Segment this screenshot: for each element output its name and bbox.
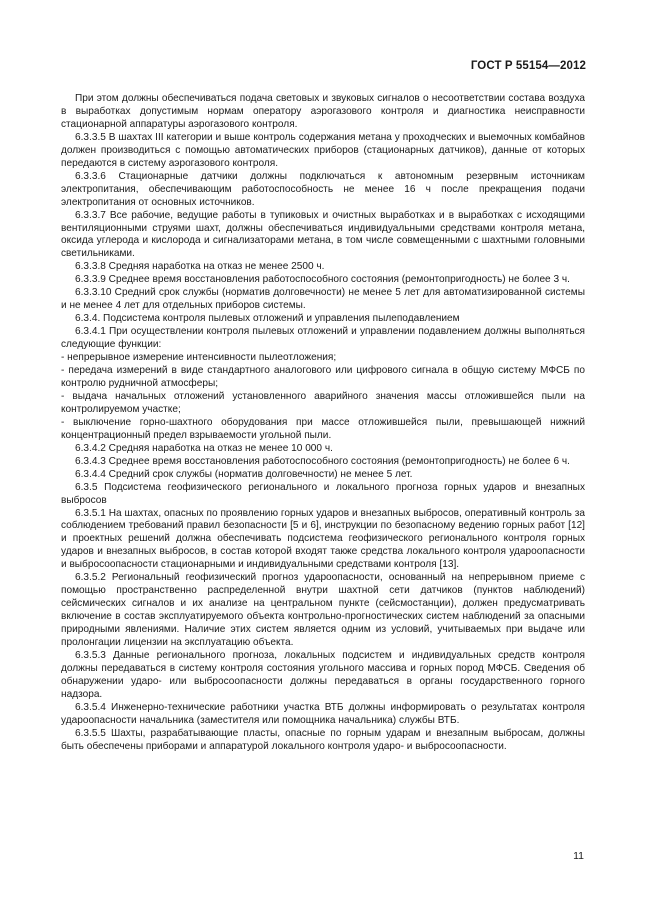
paragraph: 6.3.3.7 Все рабочие, ведущие работы в тупиковых и очистных выработках и в выработках с исходящими вентиляционными струями шахт, должны обеспечиваться индивидуальными средствами контроля метана, оксида углерода и кислорода и сигнализаторами метана, в том числе совмещенными с шахтными головными светильниками. bbox=[61, 209, 585, 260]
paragraph: 6.3.4.4 Средний срок службы (норматив долговечности) не менее 5 лет. bbox=[75, 468, 413, 480]
list-item: - непрерывное измерение интенсивности пылеотложения; bbox=[61, 352, 337, 364]
paragraph: 6.3.5.4 Инженерно-технические работники участка ВТБ должны информировать о результатах контроля удароопасности начальника (заместителя или помощника начальника) службы ВТБ. bbox=[61, 701, 585, 726]
paragraph: При этом должны обеспечиваться подача световых и звуковых сигналов о несоответствии состава воздуха в выработках допустимым нормам оператору аэрогазового контроля и диагностика неисправности стационарной аппаратуры аэрогазового контроля. bbox=[61, 93, 585, 130]
paragraph: 6.3.5.1 На шахтах, опасных по проявлению горных ударов и внезапных выбросов, оперативный контроль за соблюдением требований правил безопасности [5 и 6], инструкции по безопасному ведению горных работ [12] и проектных решений должна обеспечивать подсистема геофизического регионального контроля горных ударов и внезапных выбросов, в состав которой входят также средства локального контроля удароопасности и выбросоопасности стационарными и индивидуальными средствами контроля [13]. bbox=[61, 507, 585, 571]
section-heading: 6.3.5 Подсистема геофизического регионального и локального прогноза горных ударов и внезапных выбросов bbox=[61, 481, 585, 506]
paragraph: 6.3.3.9 Среднее время восстановления работоспособного состояния (ремонтопригодность) не более 3 ч. bbox=[75, 274, 570, 286]
list-item: - передача измерений в виде стандартного аналогового или цифрового сигнала в общую систему МФСБ по контролю рудничной атмосферы; bbox=[61, 365, 585, 389]
body-text bbox=[61, 93, 585, 754]
list-item: - выключение горно-шахтного оборудования при массе отложившейся пыли, превышающей нижний концентрационный предел взрываемости угольной пыли. bbox=[61, 416, 585, 441]
section-heading: 6.3.4. Подсистема контроля пылевых отложений и управления пылеподавлением bbox=[75, 313, 460, 325]
paragraph: 6.3.5.3 Данные регионального прогноза, локальных подсистем и индивидуальных средств контроля должны передаваться в систему контроля состояния угольного массива и горных пород МФСБ. Сведения об обнаружении ударо- или выбросоопасности должны передаваться в органы государственного горного надзора. bbox=[61, 649, 585, 700]
paragraph: 6.3.5.5 Шахты, разрабатывающие пласты, опасные по горным ударам и внезапным выбросам, должны быть обеспечены приборами и аппаратурой локального контроля ударо- и выбросоопасности. bbox=[61, 727, 585, 752]
paragraph: 6.3.4.3 Среднее время восстановления работоспособного состояния (ремонтопригодность) не более 6 ч. bbox=[75, 455, 570, 467]
paragraph: 6.3.5.2 Региональный геофизический прогноз удароопасности, основанный на непрерывном приеме с помощью пространственно распределенной внутри шахтной сети датчиков (пунктов наблюдений) сейсмических сигналов и их анализе на центральном пункте (сейсмостанции), должен предусматривать включение в состав эксплуатируемого объекта контрольно-прогностических систем наблюдений за опасными природными явлениями. Наличие этих систем является одним из условий, учитываемых при выдаче или пролонгации лицензии на эксплуатацию объекта. bbox=[61, 572, 585, 649]
paragraph: 6.3.4.2 Средняя наработка на отказ не менее 10 000 ч. bbox=[75, 442, 333, 454]
page-number: 11 bbox=[573, 850, 584, 862]
paragraph: 6.3.3.10 Средний срок службы (норматив долговечности) не менее 5 лет для автоматизированной системы и не менее 4 лет для отдельных приборов системы. bbox=[61, 287, 585, 312]
paragraph: 6.3.3.6 Стационарные датчики должны подключаться к автономным резервным источникам электропитания, обеспечивающим работоспособность не менее 16 ч после прекращения подачи электропитания от основных источников. bbox=[61, 170, 585, 208]
paragraph: 6.3.4.1 При осуществлении контроля пылевых отложений и управлении подавлением должны выполняться следующие функции: bbox=[61, 326, 585, 351]
standard-number: ГОСТ Р 55154—2012 bbox=[470, 60, 586, 72]
paragraph: 6.3.3.5 В шахтах III категории и выше контроль содержания метана у проходческих и выемочных комбайнов должен производиться с помощью автоматических приборов (стационарных датчиков), данные от которых передаются в систему аэрогазового контроля. bbox=[61, 131, 585, 169]
list-item: - выдача начальных отложений установленного аварийного значения массы отложившейся пыли на контролируемом участке; bbox=[61, 390, 585, 415]
paragraph: 6.3.3.8 Средняя наработка на отказ не менее 2500 ч. bbox=[75, 261, 325, 273]
